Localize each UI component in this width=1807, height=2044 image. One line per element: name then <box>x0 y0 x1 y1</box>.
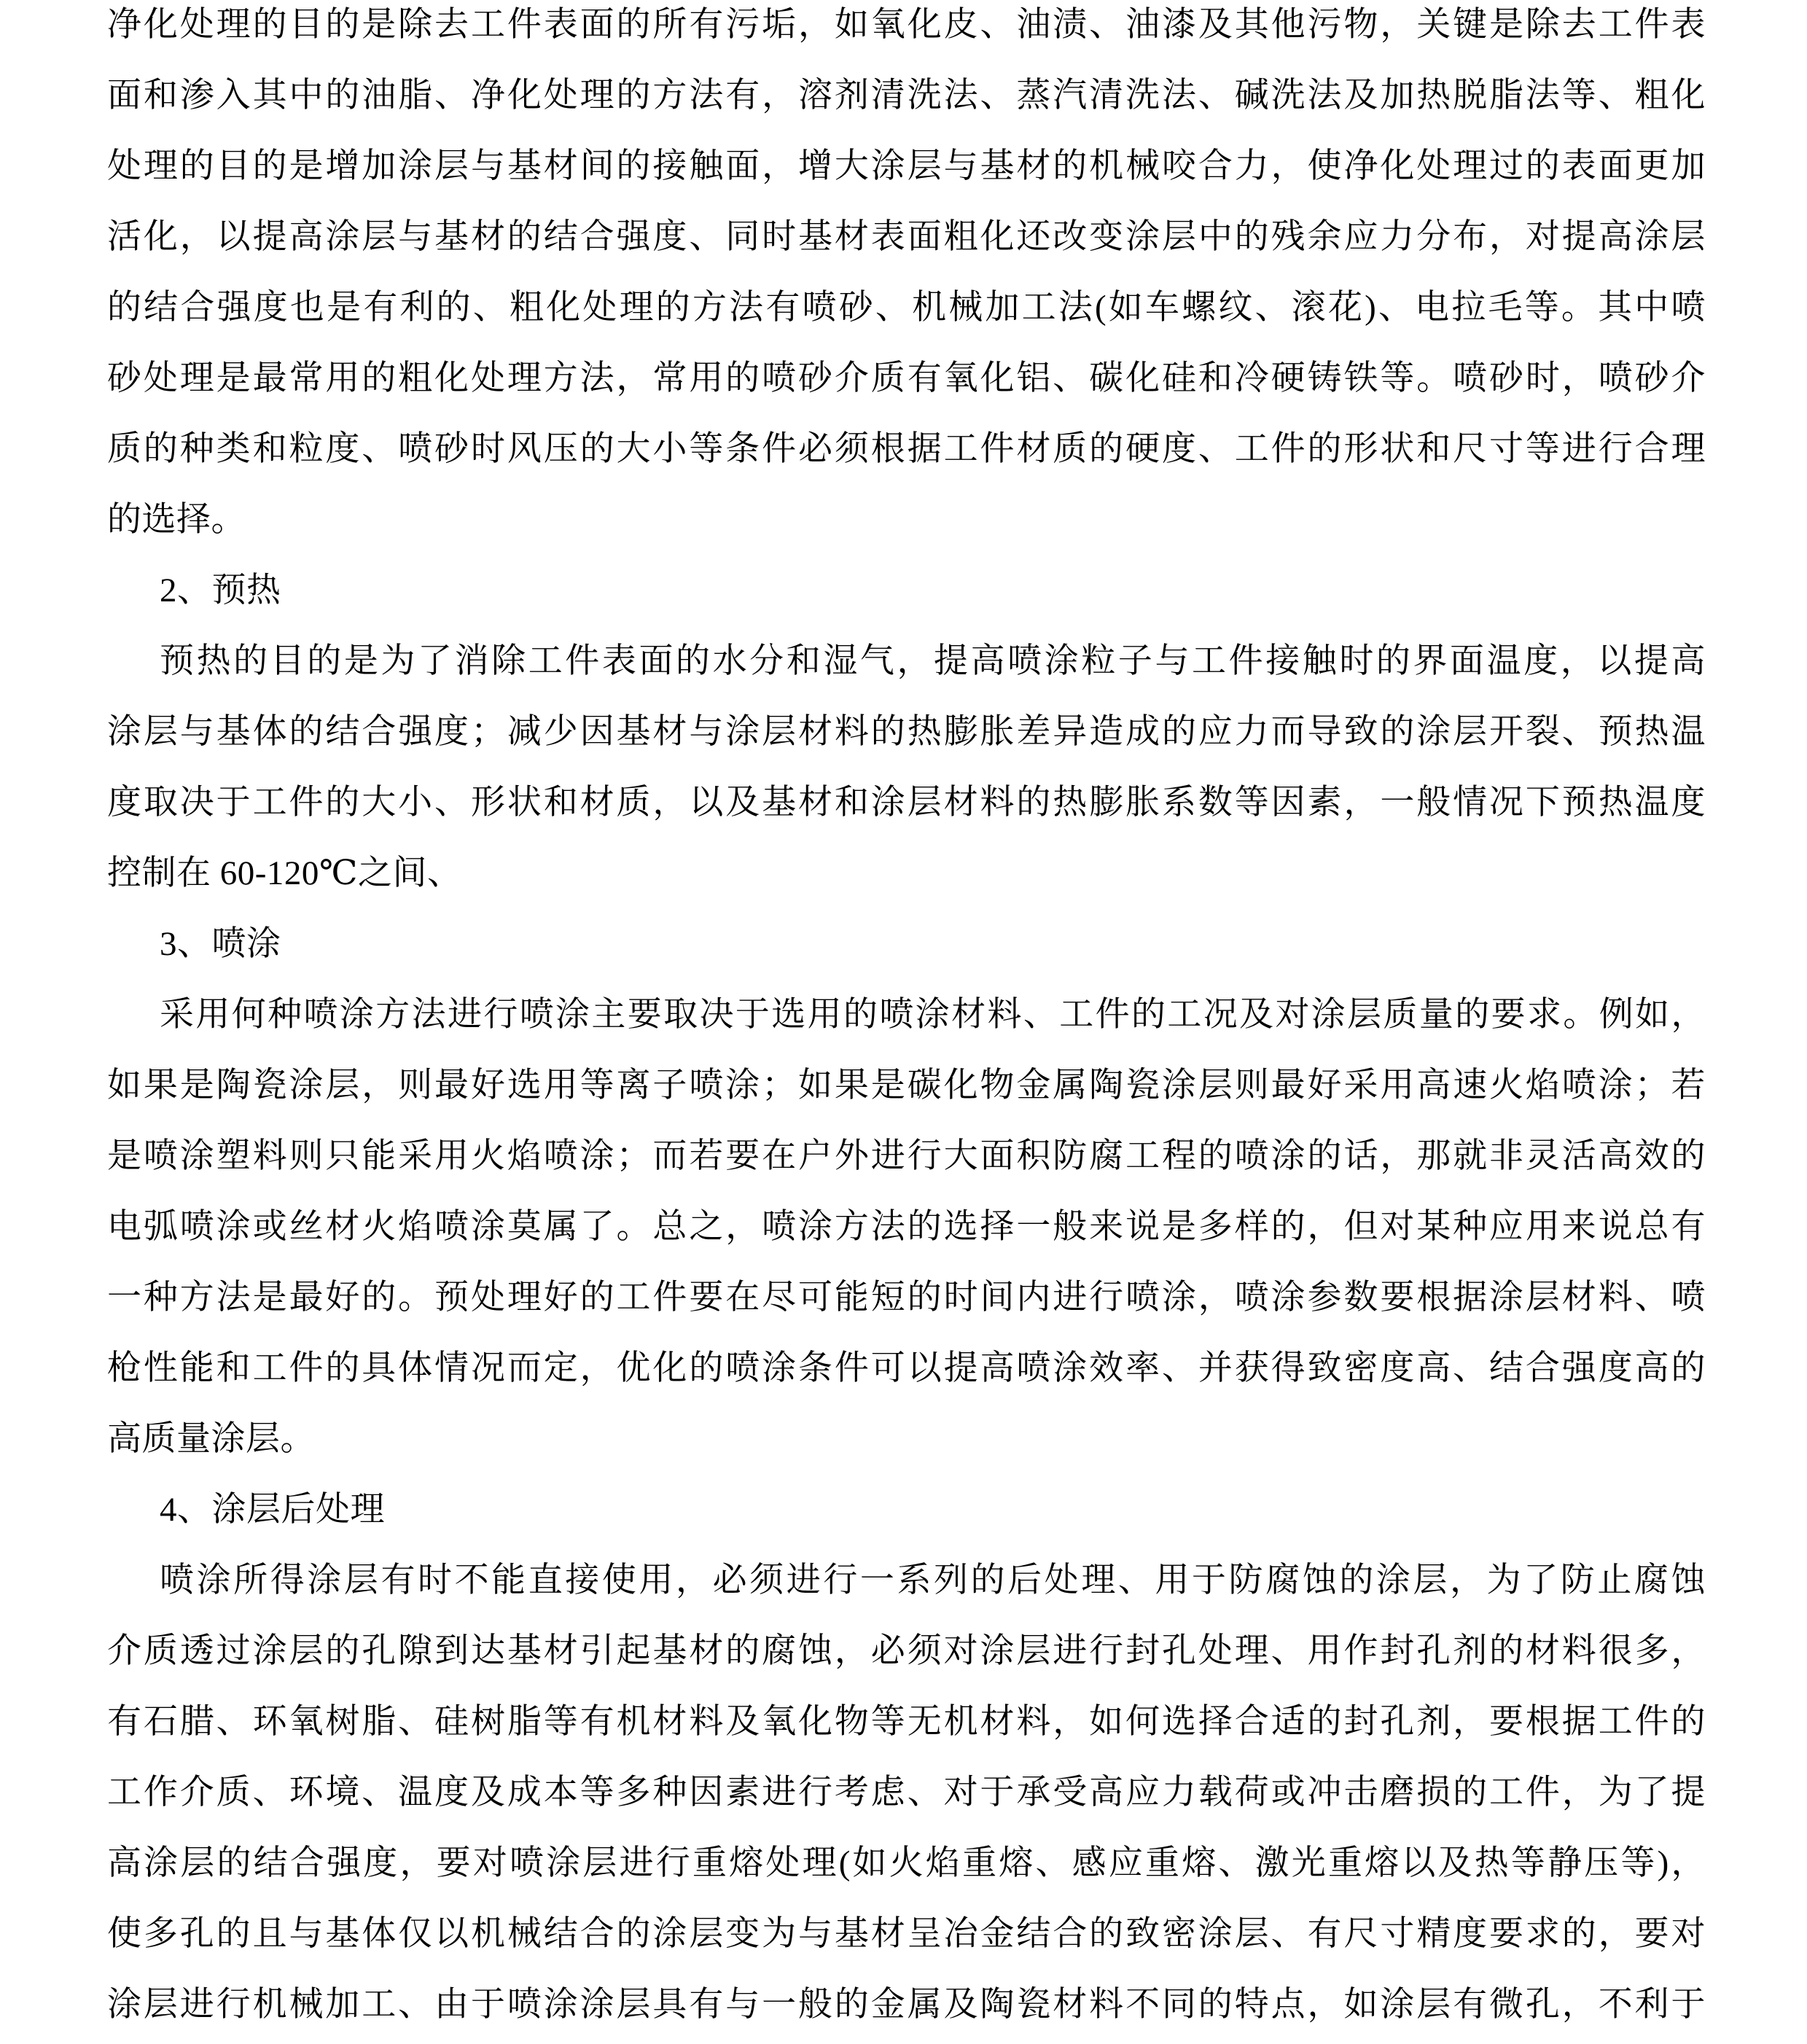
text-line: 有石腊、环氧树脂、硅树脂等有机材料及氧化物等无机材料，如何选择合适的封孔剂，要根据工件的 <box>107 1703 1706 1741</box>
text-content <box>107 0 1706 2040</box>
text-line: 控制在 60-120℃之间、 <box>107 854 462 892</box>
text-line: 介质透过涂层的孔隙到达基材引起基材的腐蚀，必须对涂层进行封孔处理、用作封孔剂的材料很多， <box>107 1632 1706 1670</box>
text-line: 砂处理是最常用的粗化处理方法，常用的喷砂介质有氧化铝、碳化硅和冷硬铸铁等。喷砂时，喷砂介 <box>107 359 1706 397</box>
text-line: 工作介质、环境、温度及成本等多种因素进行考虑、对于承受高应力载荷或冲击磨损的工件，为了提 <box>107 1774 1706 1811</box>
text-line: 的结合强度也是有利的、粗化处理的方法有喷砂、机械加工法(如车螺纹、滚花)、电拉毛等。其中喷 <box>107 289 1706 327</box>
text-line: 度取决于工件的大小、形状和材质，以及基材和涂层材料的热膨胀系数等因素，一般情况下预热温度 <box>107 784 1706 822</box>
text-line: 处理的目的是增加涂层与基材间的接触面，增大涂层与基材的机械咬合力，使净化处理过的表面更加 <box>107 147 1706 185</box>
text-line: 活化，以提高涂层与基材的结合强度、同时基材表面粗化还改变涂层中的残余应力分布，对提高涂层 <box>107 218 1706 256</box>
text-line: 是喷涂塑料则只能采用火焰喷涂；而若要在户外进行大面积防腐工程的喷涂的话，那就非灵活高效的 <box>107 1137 1706 1175</box>
text-line: 采用何种喷涂方法进行喷涂主要取决于选用的喷涂材料、工件的工况及对涂层质量的要求。例如， <box>160 996 1706 1034</box>
text-line: 高涂层的结合强度，要对喷涂层进行重熔处理(如火焰重熔、感应重熔、激光重熔以及热等静压等)， <box>107 1844 1706 1882</box>
text-line: 一种方法是最好的。预处理好的工件要在尽可能短的时间内进行喷涂，喷涂参数要根据涂层材料、喷 <box>107 1279 1706 1316</box>
text-line: 使多孔的且与基体仅以机械结合的涂层变为与基材呈冶金结合的致密涂层、有尺寸精度要求的，要对 <box>107 1915 1706 1953</box>
text-line: 电弧喷涂或丝材火焰喷涂莫属了。总之，喷涂方法的选择一般来说是多样的，但对某种应用来说总有 <box>107 1208 1706 1246</box>
text-line: 高质量涂层。 <box>107 1420 315 1458</box>
text-line: 面和渗入其中的油脂、净化处理的方法有，溶剂清洗法、蒸汽清洗法、碱洗法及加热脱脂法等、粗化 <box>107 77 1706 114</box>
text-line: 净化处理的目的是除去工件表面的所有污垢，如氧化皮、油渍、油漆及其他污物，关键是除去工件表 <box>107 6 1706 44</box>
text-line: 质的种类和粒度、喷砂时风压的大小等条件必须根据工件材质的硬度、工件的形状和尺寸等进行合理 <box>107 430 1706 468</box>
text-line: 预热的目的是为了消除工件表面的水分和湿气，提高喷涂粒子与工件接触时的界面温度，以提高 <box>160 642 1706 680</box>
section-heading: 3、喷涂 <box>160 925 281 963</box>
section-heading: 4、涂层后处理 <box>160 1491 385 1529</box>
text-line: 喷涂所得涂层有时不能直接使用，必须进行一系列的后处理、用于防腐蚀的涂层，为了防止腐蚀 <box>160 1561 1706 1599</box>
text-line: 枪性能和工件的具体情况而定，优化的喷涂条件可以提高喷涂效率、并获得致密度高、结合强度高的 <box>107 1349 1706 1387</box>
section-heading: 2、预热 <box>160 572 281 609</box>
text-line: 如果是陶瓷涂层，则最好选用等离子喷涂；如果是碳化物金属陶瓷涂层则最好采用高速火焰喷涂；若 <box>107 1066 1706 1104</box>
text-line: 涂层进行机械加工、由于喷涂涂层具有与一般的金属及陶瓷材料不同的特点，如涂层有微孔，不利于 <box>107 1986 1706 2024</box>
text-line: 涂层与基体的结合强度；减少因基材与涂层材料的热膨胀差异造成的应力而导致的涂层开裂、预热温 <box>107 713 1706 751</box>
text-line: 的选择。 <box>107 501 246 539</box>
